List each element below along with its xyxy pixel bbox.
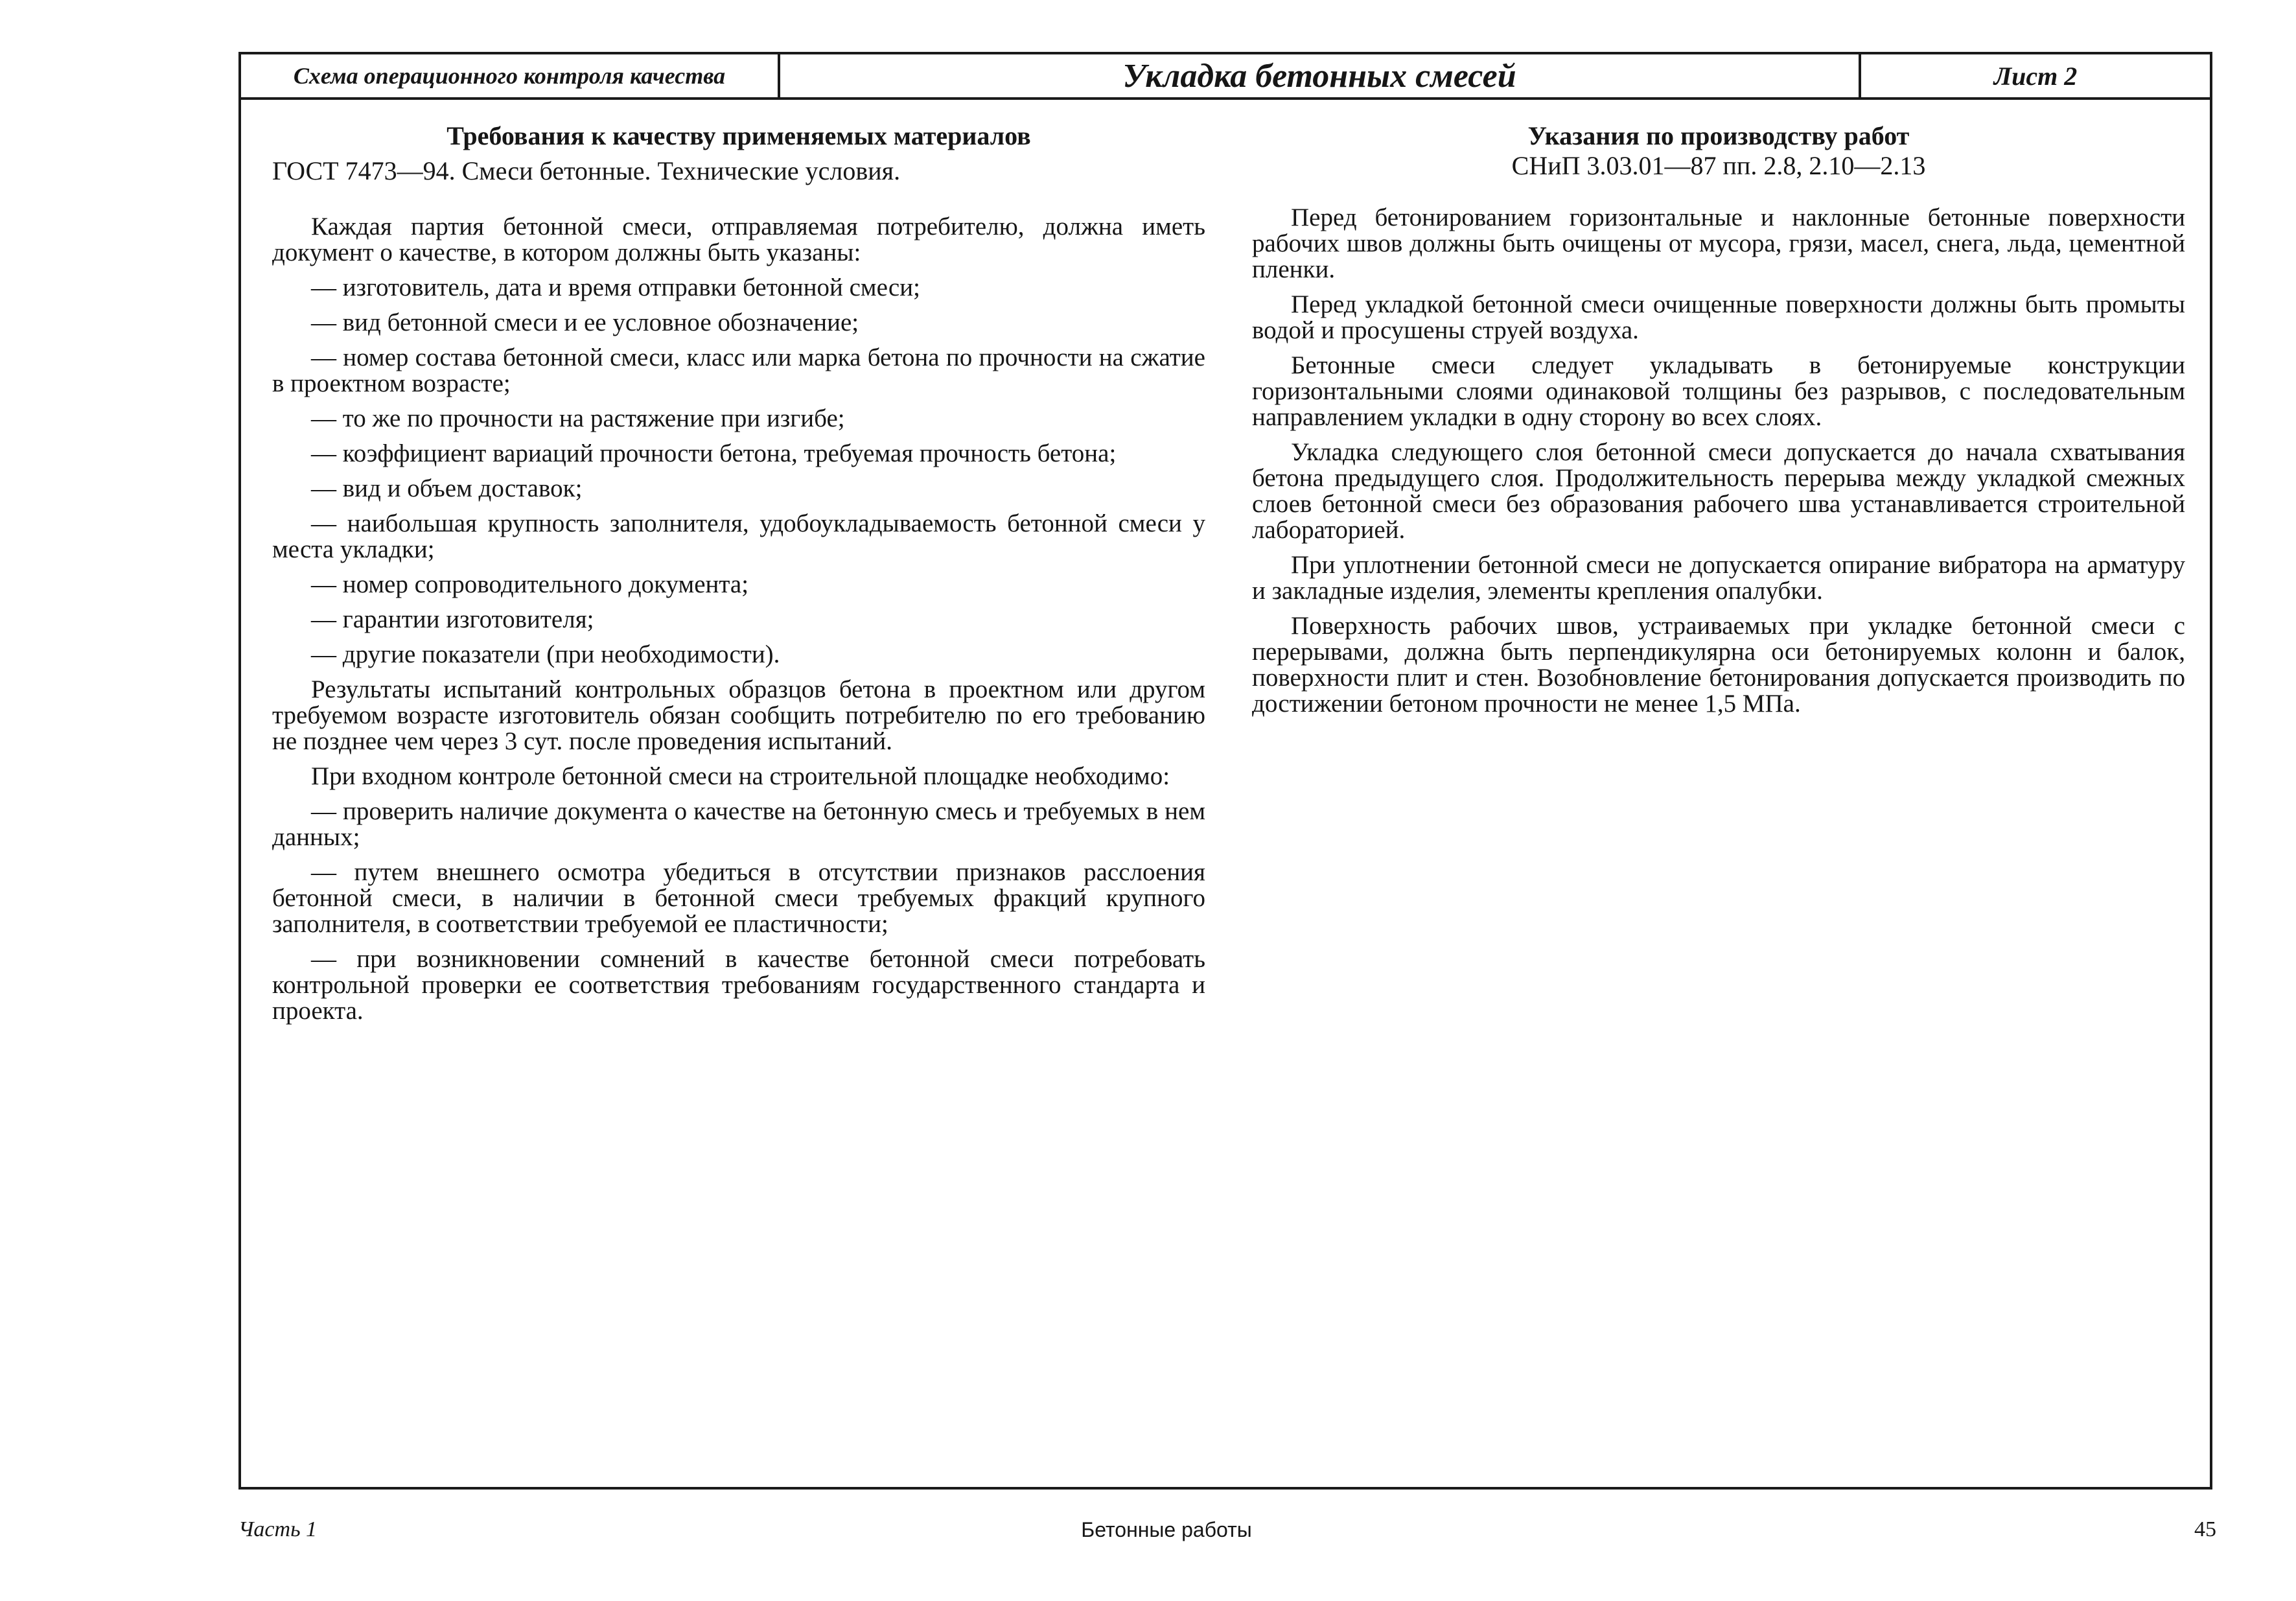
paragraph: Укладка следующего слоя бетонной смеси допускается до начала схватывания бетона предыдущего слоя. Продолжительность перерыва между укладкой смежных слоев бетонной смеси без образования рабочего шва устанавливается строительной лабораторией. [1252, 438, 2185, 544]
page-number: 45 [2194, 1517, 2216, 1541]
paragraph: Перед бетонированием горизонтальные и наклонные бетонные поверхности рабочих швов должны быть очищены от мусора, грязи, масел, снега, льда, цементной пленки. [1252, 204, 2185, 283]
list-item: — при возникновении сомнений в качестве бетонной смеси потребовать контрольной проверки ее соответствия требованиям государственного стандарта и проекта. [272, 945, 1205, 1025]
list-item: — другие показатели (при необходимости). [311, 640, 780, 668]
paragraph: Поверхность рабочих швов, устраиваемых при укладке бетонной смеси с перерывами, должна быть перпендикулярна оси бетонируемых колонн и балок, поверхности плит и стен. Возобновление бетонирования допускается производить по достижении бетоном прочности не менее 1,5 МПа. [1252, 612, 2185, 718]
paragraph: Перед укладкой бетонной смеси очищенные поверхности должны быть промыты водой и просушены струей воздуха. [1252, 290, 2185, 344]
work-instructions-column [1252, 122, 2185, 726]
list-item: — номер сопроводительного документа; [311, 570, 749, 598]
materials-heading: Требования к качеству применяемых материалов [446, 121, 1031, 150]
instructions-heading: Указания по производству работ [1527, 121, 1910, 150]
list-item: — гарантии изготовителя; [311, 605, 594, 633]
materials-requirements-column [272, 122, 1205, 1033]
gost-reference: ГОСТ 7473—94. Смеси бетонные. Технические условия. [272, 156, 901, 185]
scheme-label: Схема операционного контроля качества [241, 54, 780, 97]
sheet-number: Лист 2 [1859, 54, 2210, 97]
list-item: — проверить наличие документа о качестве на бетонную смесь и требуемых в нем данных; [272, 797, 1205, 851]
paragraph: Каждая партия бетонной смеси, отправляемая потребителю, должна иметь документ о качестве, в котором должны быть указаны: [272, 213, 1205, 266]
list-item: — путем внешнего осмотра убедиться в отсутствии признаков расслоения бетонной смеси, в наличии в бетонной смеси требуемых фракций крупного заполнителя, в соответствии требуемой ее пластичности; [272, 858, 1205, 938]
footer-part: Часть 1 [238, 1517, 318, 1541]
snip-reference: СНиП 3.03.01—87 пп. 2.8, 2.10—2.13 [1511, 151, 1926, 180]
document-sheet [238, 52, 2212, 1490]
paragraph: Бетонные смеси следует укладывать в бетонируемые конструкции горизонтальными слоями одинаковой толщины без разрывов, с последовательным направлением укладки в одну сторону во всех слоях. [1252, 351, 2185, 431]
list-item: — изготовитель, дата и время отправки бетонной смеси; [311, 274, 920, 301]
paragraph: При уплотнении бетонной смеси не допускается опирание вибратора на арматуру и закладные изделия, элементы крепления опалубки. [1252, 551, 2185, 605]
list-item: — номер состава бетонной смеси, класс или марка бетона по прочности на сжатие в проектном возрасте; [272, 344, 1205, 397]
list-item: — коэффициент вариаций прочности бетона, требуемая прочность бетона; [311, 439, 1117, 467]
list-item: — то же по прочности на растяжение при изгибе; [311, 404, 845, 432]
paragraph: При входном контроле бетонной смеси на строительной площадке необходимо: [311, 762, 1170, 790]
list-item: — вид и объем доставок; [311, 474, 583, 502]
title-block [241, 54, 2210, 100]
list-item: — наибольшая крупность заполнителя, удобоукладываемость бетонной смеси у места укладки; [272, 509, 1205, 563]
document-title: Укладка бетонных смесей [1122, 57, 1516, 95]
paragraph: Результаты испытаний контрольных образцов бетона в проектном или другом требуемом возрасте изготовитель обязан сообщить потребителю по его требованию не позднее чем через 3 сут. после проведения испытаний. [272, 675, 1205, 755]
footer-section: Бетонные работы [1081, 1518, 1252, 1541]
list-item: — вид бетонной смеси и ее условное обозначение; [311, 309, 859, 336]
